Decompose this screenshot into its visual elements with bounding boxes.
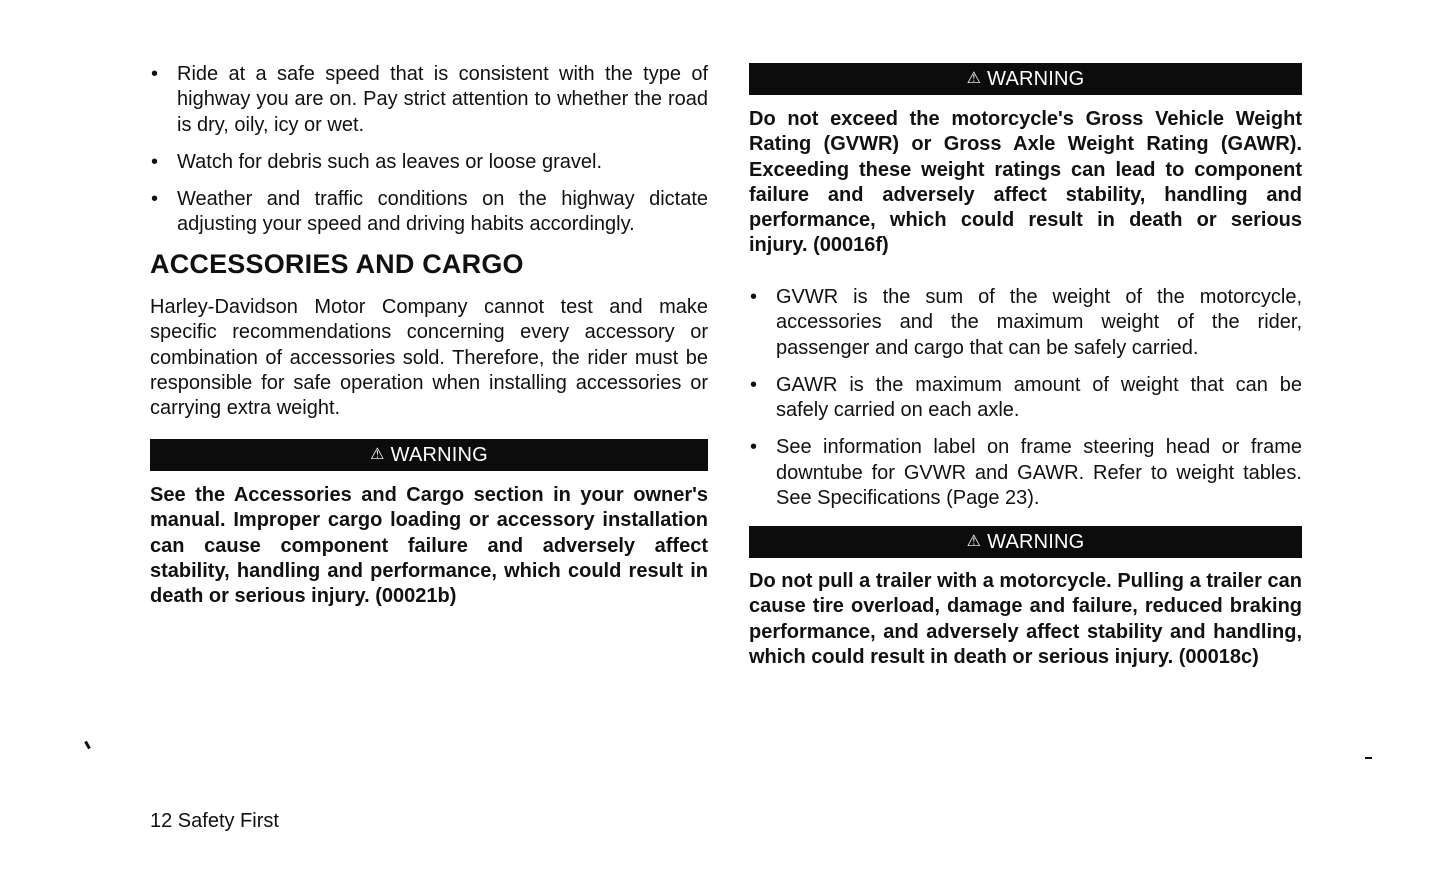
warning-label: WARNING [390, 443, 488, 466]
bullet-icon: • [750, 436, 758, 459]
warning-banner [150, 439, 708, 471]
warning-text: Do not pull a trailer with a motorcycle. Pulling a trailer can cause tire overload, damage and failure, reduced braking performance, and adversely affect stability and handling, which could result in death or serious injury. (00018c) [749, 570, 1302, 668]
bullet-icon: • [750, 373, 758, 396]
scan-speck [1365, 757, 1372, 759]
section-heading: ACCESSORIES AND CARGO [150, 249, 524, 279]
scan-speck [84, 741, 91, 749]
weight-bullet-list [749, 285, 1302, 511]
warning-banner [749, 63, 1302, 95]
list-item [150, 187, 708, 238]
page-footer: 12 Safety First [150, 810, 279, 832]
bullet-icon: • [151, 188, 159, 211]
list-item [150, 62, 708, 138]
warning-text: See the Accessories and Cargo section in your owner's manual. Improper cargo loading or accessory installation can cause component failure and adversely affect stability, handling and performance, which could result in death or serious injury. (00021b) [150, 484, 708, 608]
warning-triangle-icon: ⚠ [966, 533, 982, 550]
list-item [749, 285, 1302, 361]
list-item [150, 150, 708, 175]
list-item-text: Ride at a safe speed that is consistent with the type of highway you are on. Pay strict attention to whether the road is dry, oily, icy or wet. [177, 63, 708, 136]
list-item-text: GVWR is the sum of the weight of the motorcycle, accessories and the maximum weight of the rider, passenger and cargo that can be safely carried. [776, 286, 1302, 359]
list-item-text: Watch for debris such as leaves or loose gravel. [177, 150, 603, 173]
list-item-text: See information label on frame steering head or frame downtube for GVWR and GAWR. Refer to weight tables. See Specifications (Page 23). [776, 436, 1302, 510]
list-item-text: GAWR is the maximum amount of weight that can be safely carried on each axle. [776, 373, 1302, 422]
warning-triangle-icon: ⚠ [966, 70, 982, 87]
bullet-icon: • [151, 150, 159, 173]
warning-text: Do not exceed the motorcycle's Gross Vehicle Weight Rating (GVWR) or Gross Axle Weight Rating (GAWR). Exceeding these weight ratings can lead to component failure and adversely affect stability, handling and performance, which could result in death or serious injury. (00016f) [749, 108, 1302, 257]
bullet-icon: • [750, 286, 758, 308]
speed-bullet-list [150, 62, 708, 238]
warning-banner [749, 526, 1302, 558]
list-item [749, 373, 1302, 424]
warning-triangle-icon: ⚠ [370, 446, 385, 463]
section-paragraph: Harley-Davidson Motor Company cannot test and make specific recommendations concerning every accessory or combination of accessories sold. Therefore, the rider must be responsible for safe operation when installing accessories or carrying extra weight. [150, 296, 708, 420]
list-item-text: Weather and traffic conditions on the highway dictate adjusting your speed and driving habits accordingly. [177, 188, 708, 236]
warning-label: WARNING [987, 530, 1085, 553]
list-item [749, 435, 1302, 511]
bullet-icon: • [151, 63, 159, 85]
warning-label: WARNING [987, 67, 1085, 90]
